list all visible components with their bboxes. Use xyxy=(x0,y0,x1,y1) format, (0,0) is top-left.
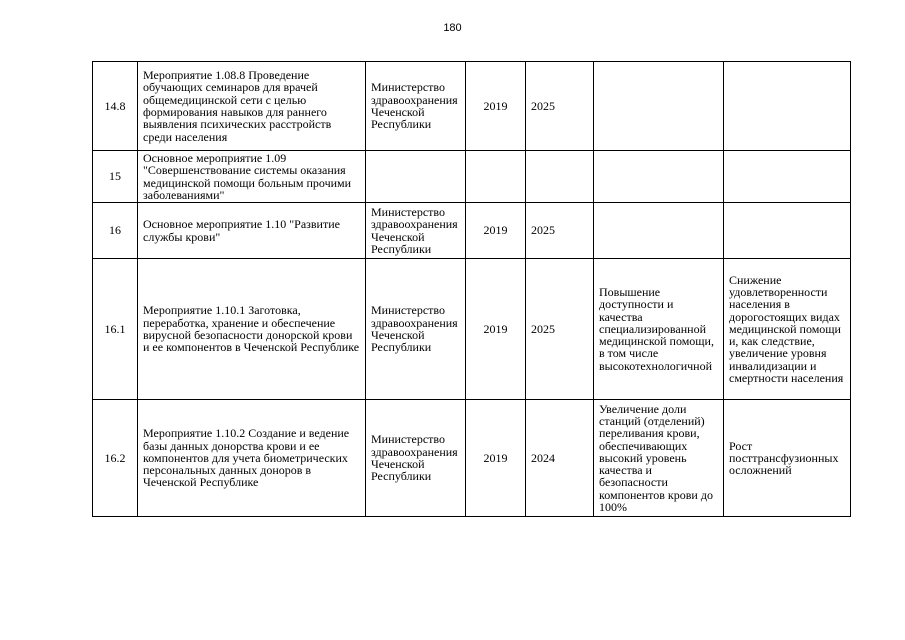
event-name: Основное мероприятие 1.10 "Развитие службы крови" xyxy=(138,203,366,259)
row-number: 15 xyxy=(93,151,138,203)
end-year: 2025 xyxy=(526,62,594,151)
event-name: Мероприятие 1.08.8 Проведение обучающих семинаров для врачей общемедицинской сети с целью формирования навыков для раннего выявления психических расстройств среди населения xyxy=(138,62,366,151)
expected-result: Увеличение доли станций (отделений) переливания крови, обеспечивающих высокий уровень качества и безопасности компонентов крови до 100% xyxy=(594,400,724,517)
table-row xyxy=(93,259,851,400)
executor: Министерство здравоохранения Чеченской Республики xyxy=(366,259,466,400)
end-year xyxy=(526,151,594,203)
start-year: 2019 xyxy=(466,259,526,400)
measures-table xyxy=(92,61,851,517)
table-row xyxy=(93,203,851,259)
end-year: 2025 xyxy=(526,203,594,259)
end-year: 2025 xyxy=(526,259,594,400)
executor xyxy=(366,151,466,203)
row-number: 16.2 xyxy=(93,400,138,517)
start-year: 2019 xyxy=(466,400,526,517)
expected-result xyxy=(594,151,724,203)
start-year: 2019 xyxy=(466,62,526,151)
event-name: Основное мероприятие 1.09 "Совершенствование системы оказания медицинской помощи больным прочими заболеваниями" xyxy=(138,151,366,203)
expected-result: Повышение доступности и качества специализированной медицинской помощи, в том числе высокотехнологичной xyxy=(594,259,724,400)
executor: Министерство здравоохранения Чеченской Республики xyxy=(366,400,466,517)
page-number: 180 xyxy=(443,22,462,34)
consequence xyxy=(724,151,851,203)
consequence xyxy=(724,203,851,259)
executor: Министерство здравоохранения Чеченской Республики xyxy=(366,62,466,151)
expected-result xyxy=(594,62,724,151)
event-name: Мероприятие 1.10.2 Создание и ведение базы данных донорства крови и ее компонентов для учета биометрических персональных данных доноров в Чеченской Республике xyxy=(138,400,366,517)
event-name: Мероприятие 1.10.1 Заготовка, переработка, хранение и обеспечение вирусной безопасности донорской крови и ее компонентов в Чеченской Республике xyxy=(138,259,366,400)
table-row xyxy=(93,62,851,151)
table-row xyxy=(93,151,851,203)
row-number: 14.8 xyxy=(93,62,138,151)
consequence: Снижение удовлетворенности населения в дорогостоящих видах медицинской помощи и, как следствие, увеличение уровня инвалидизации и смертности населения xyxy=(724,259,851,400)
end-year: 2024 xyxy=(526,400,594,517)
row-number: 16.1 xyxy=(93,259,138,400)
executor: Министерство здравоохранения Чеченской Республики xyxy=(366,203,466,259)
start-year: 2019 xyxy=(466,203,526,259)
start-year xyxy=(466,151,526,203)
table-row xyxy=(93,400,851,517)
consequence: Рост посттрансфузионных осложнений xyxy=(724,400,851,517)
consequence xyxy=(724,62,851,151)
expected-result xyxy=(594,203,724,259)
row-number: 16 xyxy=(93,203,138,259)
